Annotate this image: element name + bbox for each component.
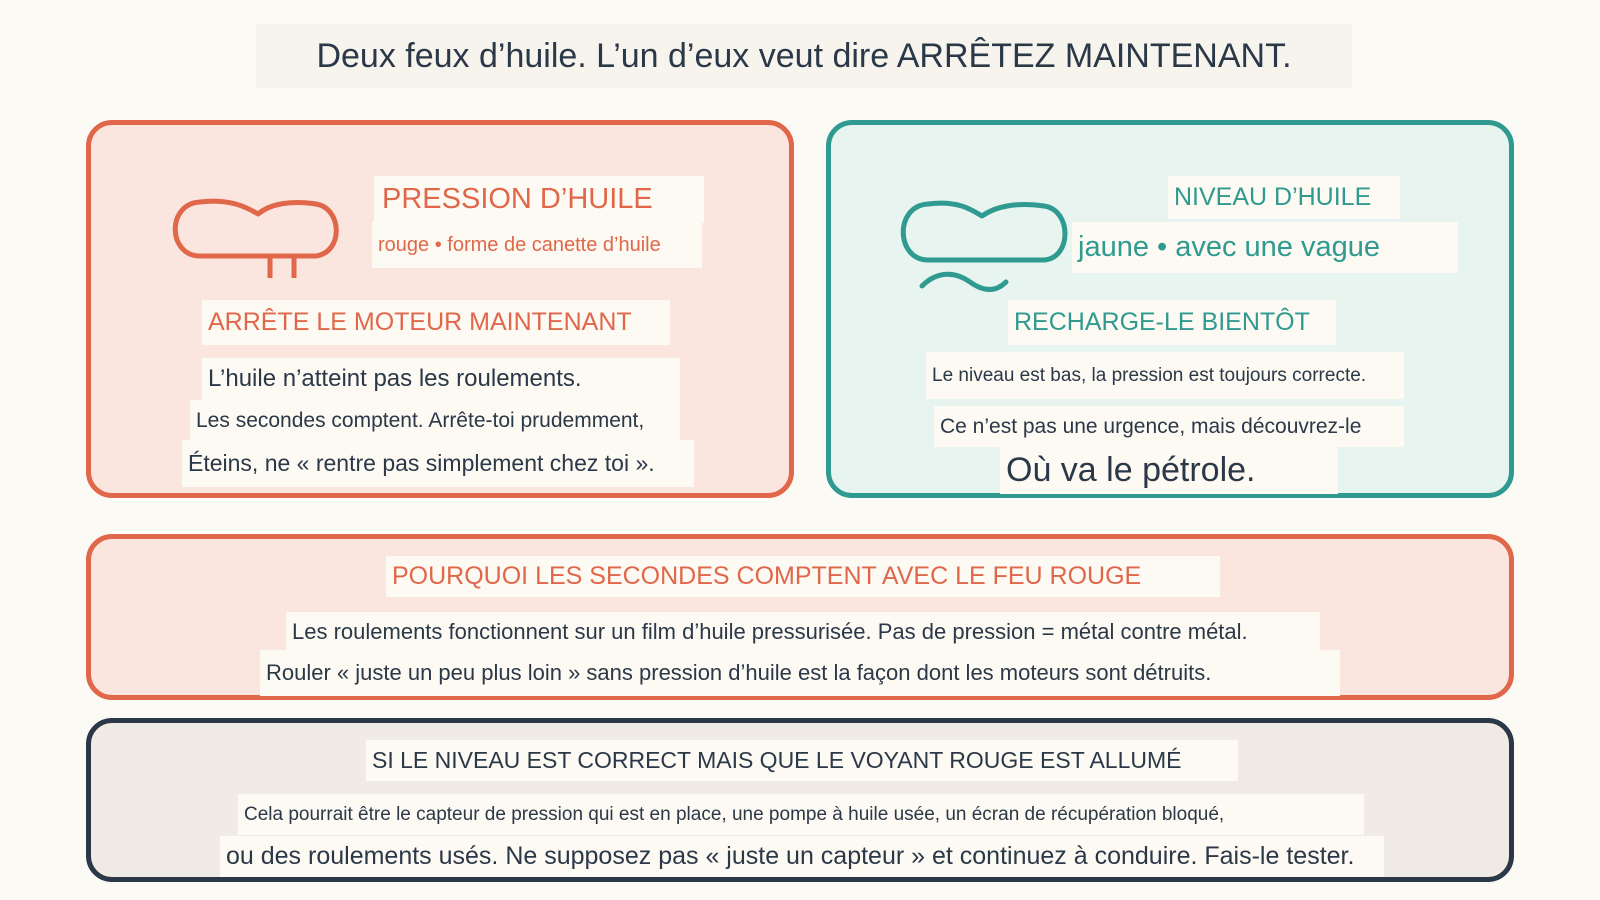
why-heading: POURQUOI LES SECONDES COMPTENT AVEC LE FEU ROUGE (386, 556, 1220, 597)
level-ok-line-1: Cela pourrait être le capteur de pression qui est en place, une pompe à huile usée, un écran de récupération bloqué, (238, 794, 1364, 835)
red-light-line-2: Les secondes comptent. Arrête-toi prudemment, (190, 400, 680, 441)
level-ok-line-2: ou des roulements usés. Ne supposez pas « juste un capteur » et continuez à conduire. Fais-le tester. (220, 836, 1384, 877)
red-light-subtitle: rouge • forme de canette d’huile (372, 222, 702, 268)
oil-level-wave-icon (896, 198, 1076, 298)
level-ok-heading: SI LE NIVEAU EST CORRECT MAIS QUE LE VOYANT ROUGE EST ALLUMÉ (366, 740, 1238, 781)
red-light-line-3: Éteins, ne « rentre pas simplement chez toi ». (182, 440, 694, 487)
level-light-subtitle: jaune • avec une vague (1072, 222, 1458, 273)
why-line-1: Les roulements fonctionnent sur un film d’huile pressurisée. Pas de pression = métal contre métal. (286, 612, 1320, 652)
oil-can-icon (168, 196, 348, 282)
red-light-action: ARRÊTE LE MOTEUR MAINTENANT (202, 300, 670, 345)
level-light-line-1: Le niveau est bas, la pression est toujours correcte. (926, 352, 1404, 399)
level-light-action: RECHARGE-LE BIENTÔT (1008, 300, 1336, 345)
red-light-line-1: L’huile n’atteint pas les roulements. (202, 358, 680, 400)
level-light-line-3: Où va le pétrole. (1000, 446, 1338, 494)
red-light-heading: PRESSION D’HUILE (374, 176, 704, 223)
level-light-line-2: Ce n’est pas une urgence, mais découvrez-le (934, 406, 1404, 447)
level-light-heading: NIVEAU D’HUILE (1168, 176, 1400, 219)
why-line-2: Rouler « juste un peu plus loin » sans pression d’huile est la façon dont les moteurs sont détruits. (260, 650, 1340, 696)
page-title: Deux feux d’huile. L’un d’eux veut dire ARRÊTEZ MAINTENANT. (256, 24, 1352, 88)
